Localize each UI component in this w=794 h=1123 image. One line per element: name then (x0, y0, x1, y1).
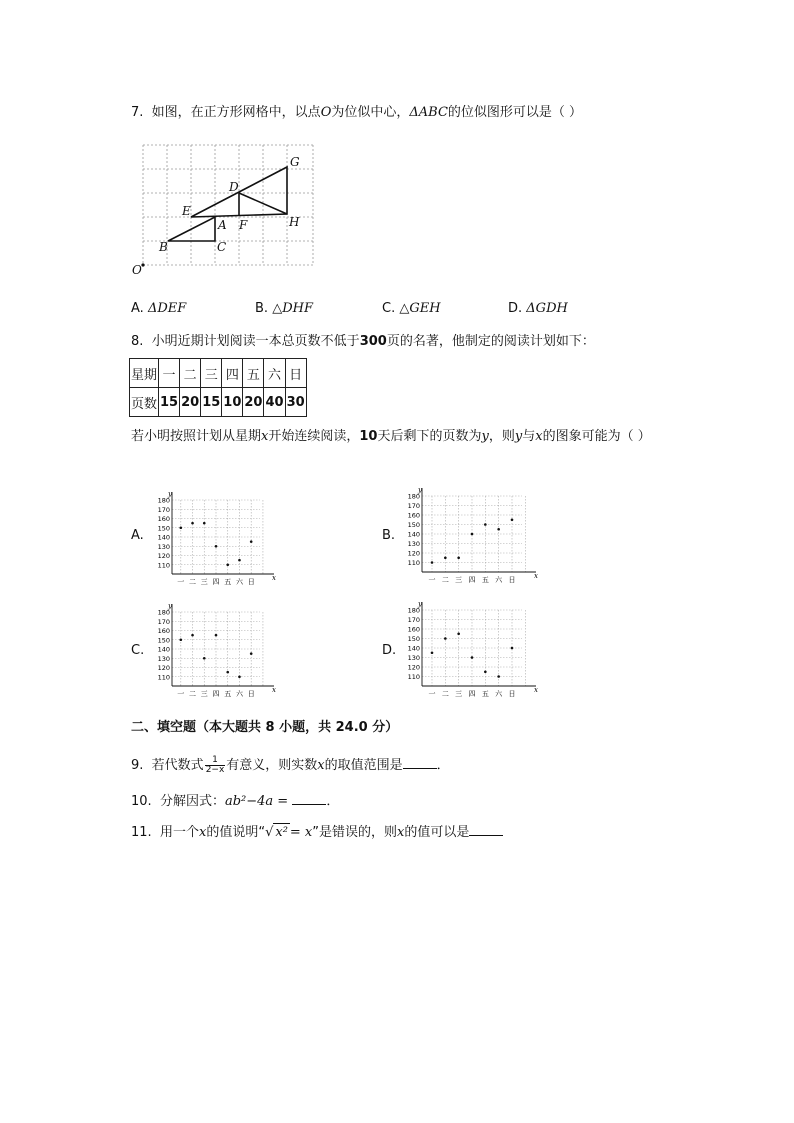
x-tick-label: 二 (189, 690, 197, 698)
x-tick-label: 一 (177, 578, 185, 586)
q11: 11. 用一个x的值说明“√ x² = x”是错误的，则x的值可以是 (131, 823, 503, 842)
y-tick-label: 160 (407, 625, 420, 634)
data-point (457, 556, 460, 559)
section-2-heading: 二、填空题（本大题共 8 小题，共 24.0 分） (131, 720, 399, 735)
label-H: H (289, 215, 300, 229)
x-tick-label: 五 (481, 576, 489, 584)
y-tick-label: 130 (407, 654, 420, 662)
data-point (203, 522, 206, 525)
x-tick-label: 一 (428, 576, 436, 584)
x-tick-label: 四 (468, 576, 476, 584)
y-tick-label: 110 (157, 673, 170, 682)
graph-option-a (150, 488, 278, 588)
y-tick-label: 110 (407, 673, 420, 681)
y-tick-label: 160 (157, 515, 170, 523)
data-point (203, 657, 206, 660)
data-point (191, 522, 194, 525)
y-tick-label: 150 (157, 636, 170, 645)
label-A: A (218, 218, 227, 232)
q7-option-a[interactable]: A. ΔDEF (131, 301, 187, 316)
data-point (431, 561, 434, 564)
q8-option-c-label[interactable]: C. (131, 643, 145, 658)
data-point (180, 526, 183, 529)
y-axis-label: y (168, 602, 172, 610)
y-tick-label: 130 (407, 540, 420, 548)
data-point (180, 638, 183, 641)
data-point (497, 675, 500, 678)
answer-blank[interactable] (403, 756, 437, 769)
y-tick-label: 180 (407, 606, 420, 615)
y-axis-label: y (418, 600, 422, 608)
y-tick-label: 140 (157, 533, 170, 542)
x-tick-label: 三 (200, 578, 208, 586)
data-point (511, 518, 514, 521)
y-tick-label: 120 (157, 552, 170, 560)
y-tick-label: 120 (157, 664, 170, 672)
y-tick-label: 150 (407, 521, 420, 529)
x-tick-label: 三 (455, 690, 463, 698)
q8-question: 若小明按照计划从星期x开始连续阅读，10天后剩下的页数为y，则y与x的图象可能为（ ） (131, 429, 651, 444)
data-point (444, 556, 447, 559)
y-tick-label: 140 (157, 645, 170, 654)
data-point (238, 559, 241, 562)
graph-option-b (400, 484, 540, 586)
label-E: E (182, 204, 191, 218)
data-point (215, 545, 218, 548)
q7-figure (128, 140, 328, 280)
y-tick-label: 140 (407, 644, 420, 653)
data-point (238, 675, 241, 678)
data-point (431, 651, 434, 654)
y-tick-label: 150 (407, 635, 420, 643)
q7-stem: 7. 如图，在正方形网格中，以点O为位似中心，ΔABC的位似图形可以是（ ） (131, 105, 583, 120)
y-tick-label: 110 (407, 559, 420, 567)
q8-option-d-label[interactable]: D. (382, 643, 397, 658)
label-F: F (239, 218, 248, 232)
x-tick-label: 二 (189, 578, 197, 586)
label-D: D (229, 180, 239, 194)
data-point (191, 634, 194, 637)
y-tick-label: 120 (407, 549, 420, 558)
answer-blank[interactable] (469, 823, 503, 836)
data-point (226, 671, 229, 674)
x-axis-label: x (534, 572, 538, 580)
x-tick-label: 一 (177, 690, 185, 698)
x-tick-label: 四 (468, 690, 476, 698)
data-point (484, 523, 487, 526)
x-tick-label: 三 (455, 576, 463, 584)
y-tick-label: 170 (407, 502, 420, 510)
y-tick-label: 110 (157, 561, 170, 570)
data-point (444, 637, 447, 640)
data-point (484, 670, 487, 673)
x-tick-label: 四 (212, 578, 220, 586)
x-tick-label: 五 (481, 690, 489, 698)
q7-option-d[interactable]: D. ΔGDH (508, 301, 568, 316)
label-G: G (290, 155, 300, 169)
fraction: $\frac{1}{2-x}$ (205, 755, 225, 775)
label-C: C (217, 240, 227, 254)
y-tick-label: 140 (407, 530, 420, 539)
x-tick-label: 六 (495, 576, 503, 584)
data-point (215, 634, 218, 637)
x-tick-label: 日 (247, 690, 255, 698)
y-tick-label: 130 (157, 654, 170, 663)
data-point (511, 647, 514, 650)
data-point (250, 652, 253, 655)
y-axis-label: y (168, 490, 172, 498)
y-tick-label: 150 (157, 524, 170, 533)
graph-option-d (400, 598, 540, 700)
x-tick-label: 日 (508, 690, 516, 698)
x-tick-label: 六 (235, 690, 243, 698)
reading-plan-table (129, 358, 307, 417)
y-tick-label: 180 (407, 492, 420, 501)
q8-option-b-label[interactable]: B. (382, 528, 396, 543)
q7-option-c[interactable]: C. △GEH (382, 301, 441, 316)
q10: 10. 分解因式：ab²−4a = ． (131, 794, 340, 809)
y-tick-label: 130 (157, 542, 170, 551)
data-point (250, 540, 253, 543)
x-tick-label: 六 (495, 690, 503, 698)
x-tick-label: 四 (212, 690, 220, 698)
q8-option-a-label[interactable]: A. (131, 528, 144, 543)
q9: 9. 若代数式 $\frac{1}{2-x}$ 有意义，则实数x的取值范围是 ． (131, 755, 450, 775)
x-tick-label: 日 (508, 576, 516, 584)
x-tick-label: 一 (428, 690, 436, 698)
data-point (497, 528, 500, 531)
x-tick-label: 六 (235, 578, 243, 586)
x-tick-label: 二 (441, 690, 449, 698)
answer-blank[interactable] (292, 792, 326, 805)
data-point (457, 632, 460, 635)
label-B: B (159, 240, 168, 254)
x-tick-label: 五 (224, 578, 232, 586)
data-point (471, 533, 474, 536)
x-tick-label: 三 (200, 690, 208, 698)
x-tick-label: 二 (441, 576, 449, 584)
y-tick-label: 170 (157, 617, 170, 626)
x-axis-label: x (272, 686, 276, 694)
graph-option-c (150, 600, 278, 700)
y-tick-label: 170 (407, 616, 420, 624)
y-tick-label: 170 (157, 505, 170, 514)
x-tick-label: 五 (224, 690, 232, 698)
x-axis-label: x (534, 686, 538, 694)
data-point (226, 563, 229, 566)
y-tick-label: 120 (407, 663, 420, 672)
data-point (471, 656, 474, 659)
y-tick-label: 180 (157, 608, 170, 617)
q8-stem: 8. 小明近期计划阅读一本总页数不低于300页的名著，他制定的阅读计划如下： (131, 334, 595, 349)
y-tick-label: 160 (157, 627, 170, 635)
y-tick-label: 180 (157, 496, 170, 505)
table-row: 星期 一 二 三 四 五 六 日 (130, 359, 307, 388)
x-axis-label: x (272, 574, 276, 582)
y-axis-label: y (418, 486, 422, 494)
q7-option-b[interactable]: B. △DHF (255, 301, 313, 316)
label-O: O (132, 263, 142, 277)
y-tick-label: 160 (407, 511, 420, 520)
x-tick-label: 日 (247, 578, 255, 586)
table-row: 页数 15 20 15 10 20 40 30 (130, 388, 307, 417)
